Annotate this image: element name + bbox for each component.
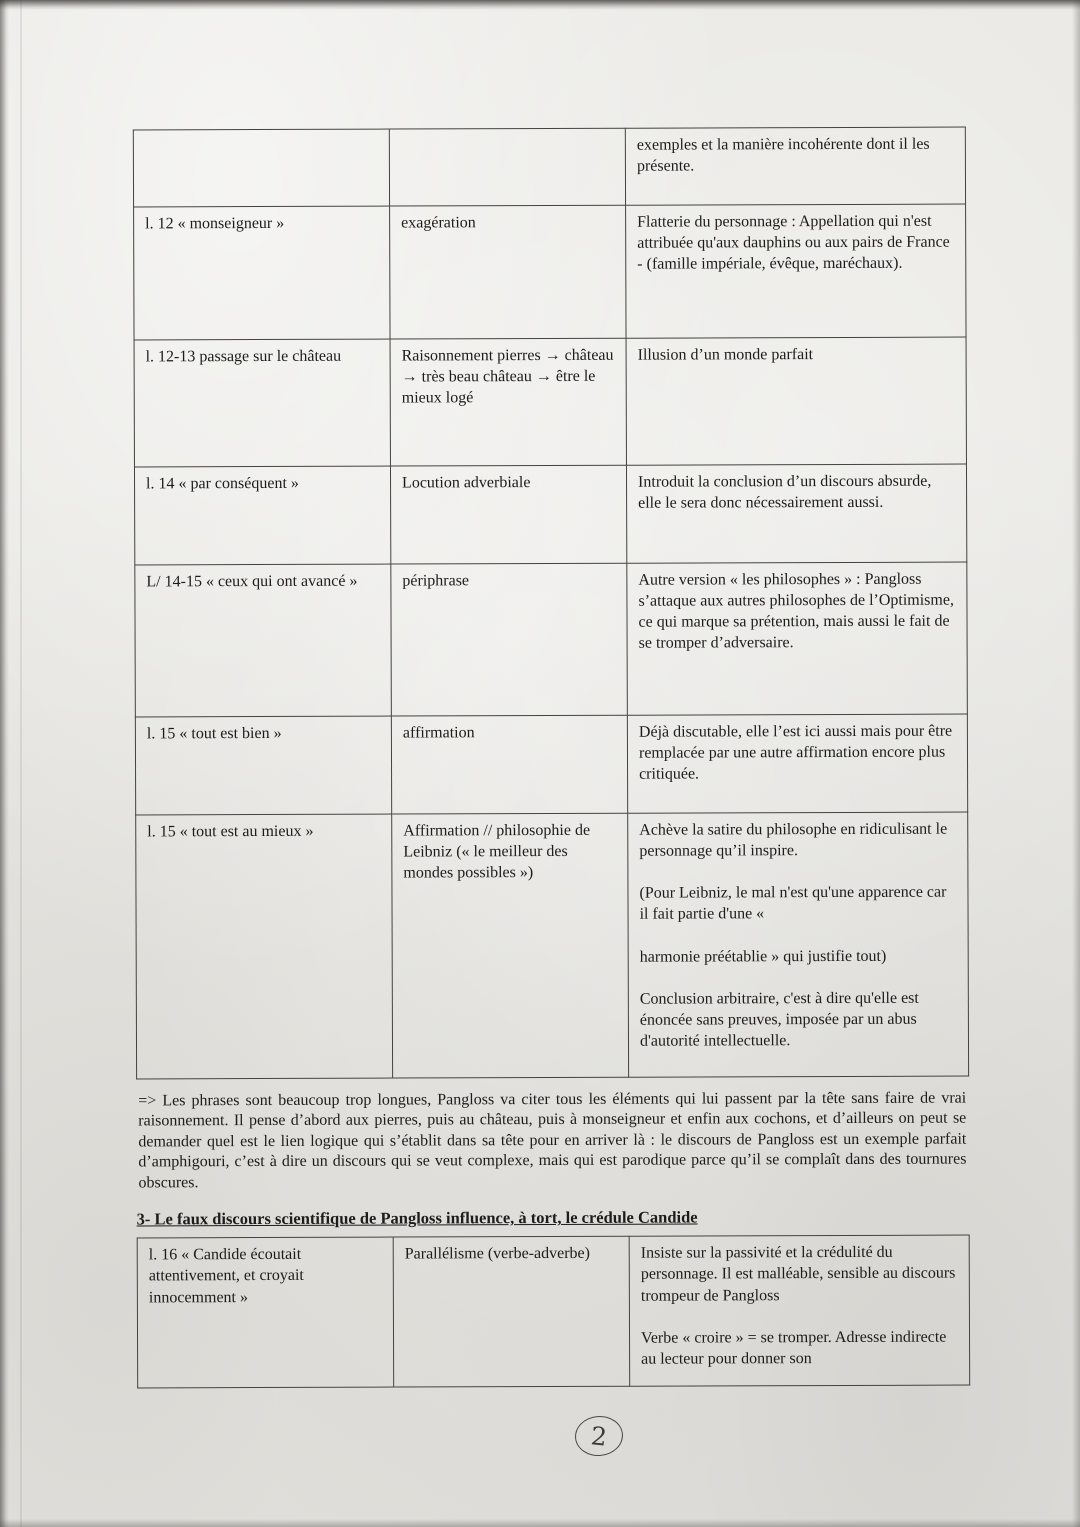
table-row — [134, 204, 966, 340]
device-cell — [389, 128, 625, 206]
quote-cell: l. 16 « Candide écoutait attentivement, et croyait innocemment » — [137, 1237, 394, 1388]
device-cell: périphrase — [391, 563, 628, 716]
analysis-cell: Achève la satire du philosophe en ridiculisant le personnage qu’il inspire. (Pour Leibniz, le mal n'est qu'une apparence car il fait partie d'une « harmonie préétablie » qui justifie tout) Conclusion arbitraire, c'est à dire qu'elle est énoncée sans preuves, imposée par un abus d'autorité intellectuelle. — [628, 812, 969, 1077]
scan-edge-left — [0, 0, 9, 1527]
device-cell: Parallélisme (verbe-adverbe) — [393, 1237, 630, 1388]
quote-cell: l. 12 « monseigneur » — [134, 206, 390, 340]
table-row — [133, 127, 965, 207]
analysis-cell: exemples et la manière incohérente dont il les présente. — [625, 127, 965, 205]
analysis-cell: Illusion d’un monde parfait — [626, 337, 966, 465]
analysis-table-2 — [137, 1235, 971, 1389]
analysis-cell: Déjà discutable, elle l’est ici aussi mais pour être remplacée par une autre affirmation encore plus critiquée. — [627, 714, 967, 813]
analysis-cell: Insiste sur la passivité et la crédulité du personnage. Il est malléable, sensible au discours trompeur de Pangloss Verbe « croire » = se tromper. Adresse indirecte au lecteur pour donner son — [629, 1235, 970, 1386]
quote-cell — [133, 129, 389, 207]
section-heading: 3- Le faux discours scientifique de Pangloss influence, à tort, le crédule Candide — [136, 1207, 698, 1229]
page-content — [133, 127, 969, 1389]
table-row — [137, 1235, 970, 1388]
scan-edge-bottom — [0, 1519, 1080, 1527]
quote-cell: l. 15 « tout est au mieux » — [136, 814, 393, 1079]
analysis-cell: Autre version « les philosophes » : Pangloss s’attaque aux autres philosophes de l’Optimisme, ce qui marque sa prétention, mais aussi le fait de se tromper d’adversaire. — [627, 562, 968, 715]
scan-edge-top — [0, 0, 1080, 10]
table-row — [135, 562, 968, 717]
analysis-table-1 — [133, 127, 969, 1080]
table-row — [135, 714, 967, 815]
quote-cell: l. 12-13 passage sur le château — [134, 339, 390, 467]
device-cell: Raisonnement pierres → château → très beau château → être le mieux logé — [390, 338, 626, 466]
quote-cell: l. 14 « par conséquent » — [134, 466, 390, 565]
table-row — [134, 337, 966, 467]
page-number-badge — [575, 1416, 623, 1456]
table-row — [134, 464, 966, 565]
analysis-cell: Flatterie du personnage : Appellation qui n'est attribuée qu'aux dauphins ou aux pairs de France - (famille impériale, évêque, maréchaux). — [626, 204, 966, 338]
quote-cell: L/ 14-15 « ceux qui ont avancé » — [135, 564, 392, 717]
scan-edge-right — [1072, 0, 1080, 1527]
summary-paragraph: => Les phrases sont beaucoup trop longues, Pangloss va citer tous les éléments qui lui passent par la tête sans faire de vrai raisonnement. Il pense d’abord aux pierres, puis au château, puis à monseigneur et enfin aux cochons, et d’ailleurs on peut se demander quel est le lien logique qui s’établit dans sa tête pour en arriver là : le discours de Pangloss est un exemple parfait d’amphigouri, c’est à dire un discours qui se veut complexe, mais qui est parodique parce qu’il se complaît dans des tournures obscures. — [138, 1089, 967, 1192]
device-cell: affirmation — [391, 715, 627, 814]
quote-cell: l. 15 « tout est bien » — [135, 716, 391, 815]
device-cell: exagération — [390, 205, 626, 339]
device-cell: Affirmation // philosophie de Leibniz (« le meilleur des mondes possibles ») — [392, 813, 629, 1078]
table-row — [136, 812, 969, 1079]
device-cell: Locution adverbiale — [390, 465, 626, 564]
page-number: 2 — [589, 1420, 609, 1452]
scan-fold-line — [20, 0, 22, 1527]
analysis-cell: Introduit la conclusion d’un discours absurde, elle le sera donc nécessairement aussi. — [626, 464, 966, 563]
